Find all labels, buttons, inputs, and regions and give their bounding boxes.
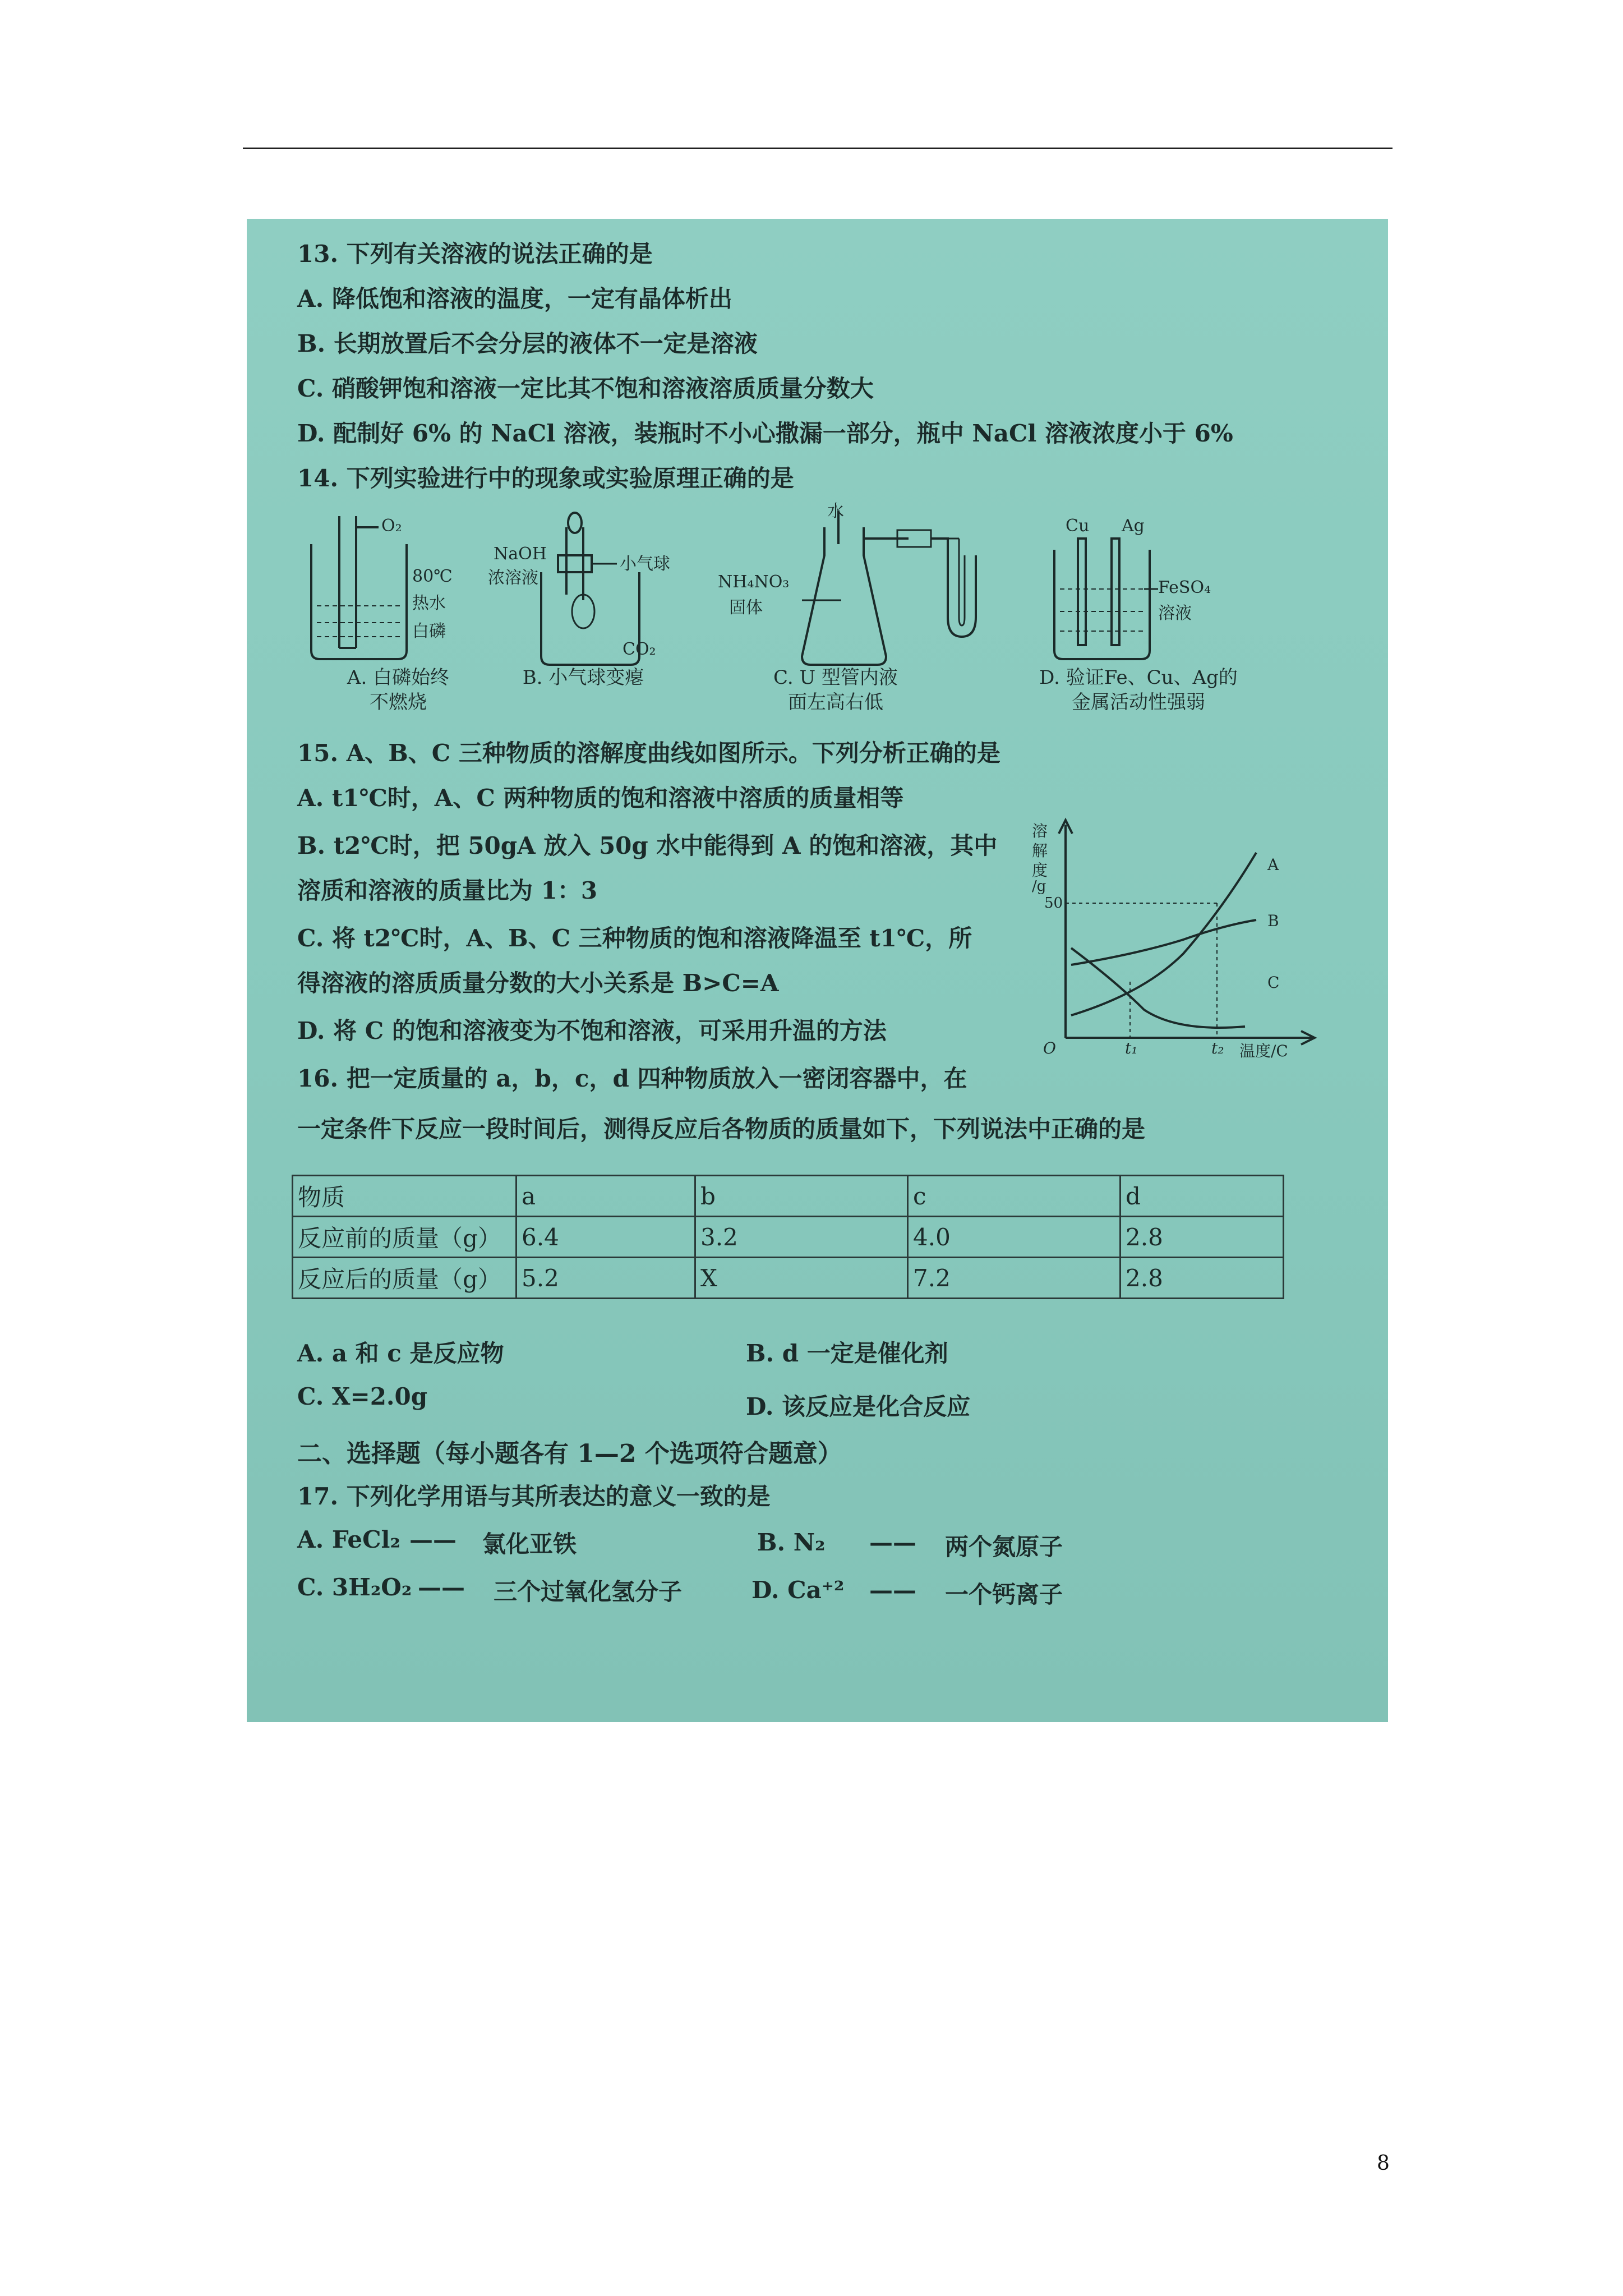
- table-header-row: [293, 1176, 1284, 1217]
- q13-stem: 13. 下列有关溶液的说法正确的是: [297, 240, 653, 268]
- q16-option-a: A. a 和 c 是反应物: [297, 1340, 504, 1367]
- label-ag: Ag: [1122, 516, 1145, 536]
- q17-stem: 17. 下列化学用语与其所表达的意义一致的是: [297, 1483, 771, 1510]
- q17-option-a-meaning: 氯化亚铁: [482, 1530, 577, 1558]
- table-header-cell: d: [1121, 1176, 1284, 1217]
- q15-option-b: B. t2℃时，把 50gA 放入 50g 水中能得到 A 的饱和溶液，其中: [297, 832, 998, 859]
- scanned-exam-photo: [247, 219, 1388, 1722]
- label-co2: CO₂: [623, 639, 656, 659]
- q17-option-b-formula: B. N₂: [757, 1529, 826, 1556]
- q16-stem-1: 16. 把一定质量的 a，b，c，d 四种物质放入一密闭容器中，在: [297, 1065, 967, 1092]
- solubility-curves: [998, 813, 1346, 1060]
- table-header-cell: c: [908, 1176, 1121, 1217]
- q15-option-d: D. 将 C 的饱和溶液变为不饱和溶液，可采用升温的方法: [297, 1017, 887, 1045]
- y-tick-50: 50: [1044, 895, 1063, 912]
- label-conc-solution: 浓溶液: [488, 568, 538, 588]
- table-row: [293, 1217, 1284, 1258]
- table-cell: 5.2: [517, 1258, 695, 1299]
- curve-b: [1071, 920, 1256, 965]
- flask-balloon-diagram: [488, 510, 701, 673]
- table-cell: 7.2: [908, 1258, 1121, 1299]
- label-hot-water: 热水: [412, 593, 446, 613]
- label-cu: Cu: [1066, 516, 1090, 536]
- q14-caption-a: A. 白磷始终 不燃烧: [347, 666, 450, 714]
- q14-stem: 14. 下列实验进行中的现象或实验原理正确的是: [297, 464, 794, 492]
- q15-stem: 15. A、B、C 三种物质的溶解度曲线如图所示。下列分析正确的是: [297, 739, 1000, 767]
- q17-option-d-dash: ——: [869, 1576, 916, 1604]
- q15-option-c-cont: 得溶液的溶质质量分数的大小关系是 B>C=A: [297, 969, 779, 997]
- label-white-phosphorus: 白磷: [412, 622, 446, 641]
- header-rule: [243, 148, 1393, 149]
- q15-option-a: A. t1℃时，A、C 两种物质的饱和溶液中溶质的质量相等: [297, 784, 904, 812]
- q14-caption-d: D. 验证Fe、Cu、Ag的 金属活动性强弱: [1039, 666, 1238, 714]
- q17-option-d-formula: D. Ca⁺²: [751, 1576, 845, 1604]
- label-solid: 固体: [729, 598, 763, 618]
- q13-option-b: B. 长期放置后不会分层的液体不一定是溶液: [297, 330, 758, 357]
- section-2-heading: 二、选择题（每小题各有 1—2 个选项符合题意）: [297, 1439, 842, 1468]
- page-number: 8: [1377, 2152, 1390, 2175]
- curve-label-a: A: [1267, 855, 1279, 874]
- table-cell: 2.8: [1121, 1217, 1284, 1258]
- table-header-cell: b: [695, 1176, 908, 1217]
- table-header-cell: 物质: [293, 1176, 517, 1217]
- xlabel: 温度/C: [1239, 1042, 1288, 1060]
- q17-option-c-formula: C. 3H₂O₂: [297, 1573, 412, 1601]
- label-balloon: 小气球: [620, 554, 670, 574]
- table-cell: 反应前的质量（g）: [293, 1217, 517, 1258]
- q14-caption-c: C. U 型管内液 面左高右低: [773, 666, 898, 714]
- origin-label: O: [1043, 1039, 1056, 1057]
- ylabel-char-1: 溶: [1032, 822, 1048, 840]
- q13-option-c: C. 硝酸钾饱和溶液一定比其不饱和溶液溶质质量分数大: [297, 375, 874, 402]
- table-row: [293, 1258, 1284, 1299]
- flask-u-tube-diagram: [712, 505, 1004, 679]
- q17-option-b-dash: ——: [869, 1529, 916, 1556]
- table-cell: 反应后的质量（g）: [293, 1258, 517, 1299]
- q14-figure-c: [712, 501, 1004, 679]
- x-tick-t1: t₁: [1125, 1039, 1138, 1057]
- q16-option-b: B. d 一定是催化剂: [746, 1340, 948, 1367]
- table-cell: 2.8: [1121, 1258, 1284, 1299]
- curve-a: [1071, 853, 1256, 1015]
- ylabel-unit: /g: [1032, 878, 1046, 895]
- table-cell: X: [695, 1258, 908, 1299]
- table-cell: 6.4: [517, 1217, 695, 1258]
- q17-option-d-meaning: 一个钙离子: [945, 1581, 1063, 1608]
- q17-option-a-formula: A. FeCl₂: [297, 1526, 400, 1553]
- table-header-cell: a: [517, 1176, 695, 1217]
- ylabel-char-3: 度: [1032, 861, 1048, 880]
- curve-label-c: C: [1267, 973, 1280, 992]
- q14-figure-d: [1043, 516, 1245, 668]
- q14-caption-b: B. 小气球变瘪: [522, 666, 644, 689]
- label-nh4no3: NH₄NO₃: [718, 572, 790, 592]
- q13-option-a: A. 降低饱和溶液的温度，一定有晶体析出: [297, 285, 732, 312]
- q17-option-c-meaning: 三个过氧化氢分子: [494, 1578, 683, 1605]
- label-naoh: NaOH: [494, 544, 547, 564]
- q16-option-c: C. X=2.0g: [297, 1383, 428, 1410]
- x-tick-t2: t₂: [1211, 1039, 1224, 1057]
- q15-option-c: C. 将 t2℃时，A、B、C 三种物质的饱和溶液降温至 t1℃，所: [297, 924, 972, 952]
- label-feso4: FeSO₄: [1158, 578, 1211, 597]
- solubility-graph: [998, 813, 1346, 1060]
- label-solution: 溶液: [1158, 604, 1192, 623]
- beaker-metals-diagram: [1043, 516, 1245, 668]
- curve-label-b: B: [1267, 912, 1279, 930]
- table-cell: 3.2: [695, 1217, 908, 1258]
- q15-option-b-cont: 溶质和溶液的质量比为 1：3: [297, 877, 598, 904]
- q17-option-a-dash: ——: [409, 1526, 457, 1553]
- label-80c: 80℃: [412, 567, 453, 586]
- label-o2: O₂: [381, 516, 402, 536]
- q16-stem-2: 一定条件下反应一段时间后，测得反应后各物质的质量如下，下列说法中正确的是: [297, 1115, 1146, 1143]
- q13-option-d: D. 配制好 6% 的 NaCl 溶液，装瓶时不小心撒漏一部分，瓶中 NaCl 溶液浓度小于 6%: [297, 420, 1233, 447]
- table-cell: 4.0: [908, 1217, 1121, 1258]
- q17-option-b-meaning: 两个氮原子: [945, 1533, 1063, 1561]
- q16-option-d: D. 该反应是化合反应: [746, 1393, 971, 1420]
- label-water: 水: [827, 501, 844, 521]
- mass-table: [292, 1175, 1284, 1299]
- q17-option-c-dash: ——: [418, 1573, 465, 1601]
- q14-figure-b: [488, 510, 701, 673]
- ylabel-char-2: 解: [1032, 841, 1048, 860]
